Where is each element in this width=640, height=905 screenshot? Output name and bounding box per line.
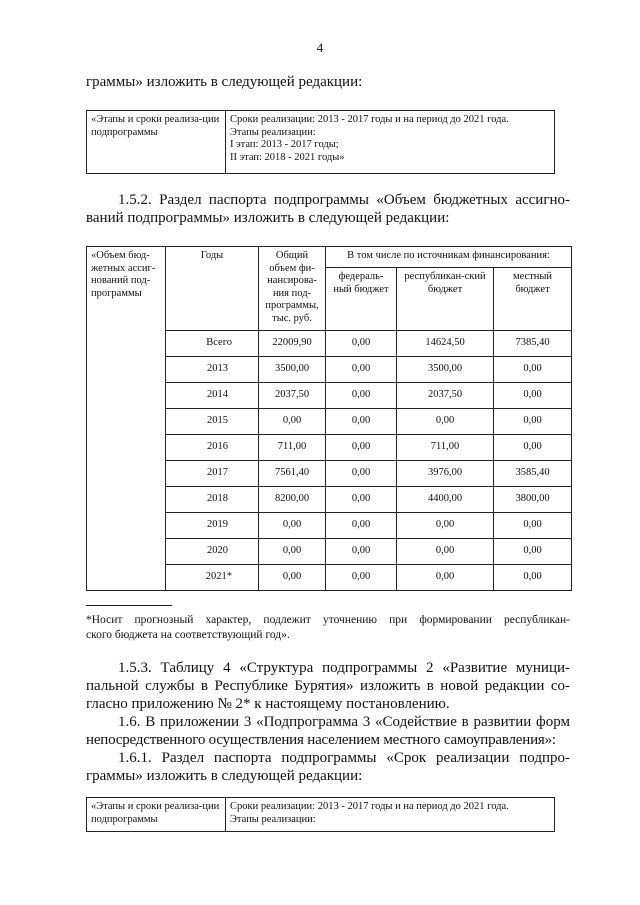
- stages-table-2: [86, 797, 555, 832]
- cell-total: 711,00: [259, 435, 326, 461]
- stages-line: Этапы реализации:: [230, 126, 316, 138]
- cell-total: 8200,00: [259, 487, 326, 513]
- cell-total: 22009,90: [259, 331, 326, 357]
- cell-republic: 3976,00: [397, 461, 494, 487]
- cell-local: 3800,00: [494, 487, 572, 513]
- col-sources-header: В том числе по источникам финансирования:: [326, 247, 572, 268]
- cell-local: 0,00: [494, 357, 572, 383]
- stages-line: I этап: 2013 - 2017 годы;: [230, 139, 339, 150]
- cell-year: 2018: [166, 487, 259, 513]
- finance-table: [86, 246, 572, 591]
- cell-federal: 0,00: [326, 331, 397, 357]
- cell-local: 0,00: [494, 539, 572, 565]
- cell-total: 0,00: [259, 513, 326, 539]
- cell-republic: 2037,50: [397, 383, 494, 409]
- footnote-line1: *Носит прогнозный характер, подлежит уточнению при формировании республикан-: [86, 614, 570, 626]
- cell-republic: 3500,00: [397, 357, 494, 383]
- cell-total: 0,00: [259, 409, 326, 435]
- cell-federal: 0,00: [326, 513, 397, 539]
- para-1-6-line2: непосредственного осуществления населением местного самоуправления»:: [86, 732, 556, 748]
- cell-local: 7385,40: [494, 331, 572, 357]
- footnote-line2: ского бюджета на соответствующий год».: [86, 629, 290, 641]
- cell-year: 2013: [166, 357, 259, 383]
- cell-republic: 14624,50: [397, 331, 494, 357]
- para-1-6-1-line1: 1.6.1. Раздел паспорта подпрограммы «Срок реализации подпро-: [118, 750, 570, 766]
- cell-total: 0,00: [259, 565, 326, 591]
- cell-total: 3500,00: [259, 357, 326, 383]
- stages-table-1: [86, 110, 555, 174]
- cell-republic: 4400,00: [397, 487, 494, 513]
- cell-year: 2020: [166, 539, 259, 565]
- cell-republic: 0,00: [397, 513, 494, 539]
- para-1-5-2-line2: ваний подпрограммы» изложить в следующей редакции:: [86, 210, 450, 226]
- stages-content-2: [226, 798, 555, 832]
- cell-federal: 0,00: [326, 461, 397, 487]
- col-years-header: Годы: [166, 247, 259, 331]
- cell-year: Всего: [166, 331, 259, 357]
- cell-federal: 0,00: [326, 435, 397, 461]
- cell-local: 0,00: [494, 435, 572, 461]
- cell-year: 2015: [166, 409, 259, 435]
- para-1-6-1-line2: граммы» изложить в следующей редакции:: [86, 768, 363, 784]
- cell-local: 0,00: [494, 409, 572, 435]
- cell-federal: 0,00: [326, 357, 397, 383]
- cell-federal: 0,00: [326, 539, 397, 565]
- stages-line: Этапы реализации:: [230, 813, 316, 825]
- cell-local: 3585,40: [494, 461, 572, 487]
- cell-local: 0,00: [494, 513, 572, 539]
- cell-federal: 0,00: [326, 409, 397, 435]
- cell-year: 2017: [166, 461, 259, 487]
- stages-line: Сроки реализации: 2013 - 2017 годы и на период до 2021 года.: [230, 114, 509, 125]
- finance-label: «Объем бюд-жетных ассиг-нований под-программы: [87, 247, 166, 591]
- page-number: 4: [316, 40, 324, 55]
- stages-line: Сроки реализации: 2013 - 2017 годы и на период до 2021 года.: [230, 801, 509, 812]
- footnote-rule: [86, 605, 172, 606]
- stages-line: II этап: 2018 - 2021 годы»: [230, 151, 345, 163]
- cell-year: 2021*: [166, 565, 259, 591]
- cell-federal: 0,00: [326, 487, 397, 513]
- para-1-5-3-line2: пальной службы в Республике Бурятия» изложить в новой редакции со-: [86, 678, 570, 694]
- col-federal-header: федераль-ный бюджет: [326, 268, 397, 331]
- para-1-5-2-line1: 1.5.2. Раздел паспорта подпрограммы «Объем бюджетных ассигно-: [118, 192, 570, 208]
- cell-republic: 711,00: [397, 435, 494, 461]
- para-1-5-3-line1: 1.5.3. Таблицу 4 «Структура подпрограммы 2 «Развитие муници-: [118, 660, 570, 676]
- stages-content: [226, 111, 555, 174]
- cell-republic: 0,00: [397, 539, 494, 565]
- cell-local: 0,00: [494, 383, 572, 409]
- para-1-5-3-line3: гласно приложению № 2* к настоящему постановлению.: [86, 696, 450, 712]
- cell-republic: 0,00: [397, 565, 494, 591]
- cell-year: 2014: [166, 383, 259, 409]
- cell-republic: 0,00: [397, 409, 494, 435]
- stages-label: «Этапы и сроки реализа-ции подпрограммы: [87, 111, 226, 174]
- para-1-6-line1: 1.6. В приложении 3 «Подпрограмма 3 «Содействие в развитии форм: [118, 714, 570, 730]
- col-republic-header: республикан-ский бюджет: [397, 268, 494, 331]
- cell-total: 7561,40: [259, 461, 326, 487]
- col-local-header: местный бюджет: [494, 268, 572, 331]
- stages-label-2: «Этапы и сроки реализа-ции подпрограммы: [87, 798, 226, 832]
- cell-federal: 0,00: [326, 383, 397, 409]
- cell-year: 2016: [166, 435, 259, 461]
- cell-year: 2019: [166, 513, 259, 539]
- cell-local: 0,00: [494, 565, 572, 591]
- cell-federal: 0,00: [326, 565, 397, 591]
- intro-line: граммы» изложить в следующей редакции:: [86, 74, 363, 90]
- cell-total: 0,00: [259, 539, 326, 565]
- col-total-header: Общий объем фи-нансирова-ния под-программы, тыс. руб.: [259, 247, 326, 331]
- cell-total: 2037,50: [259, 383, 326, 409]
